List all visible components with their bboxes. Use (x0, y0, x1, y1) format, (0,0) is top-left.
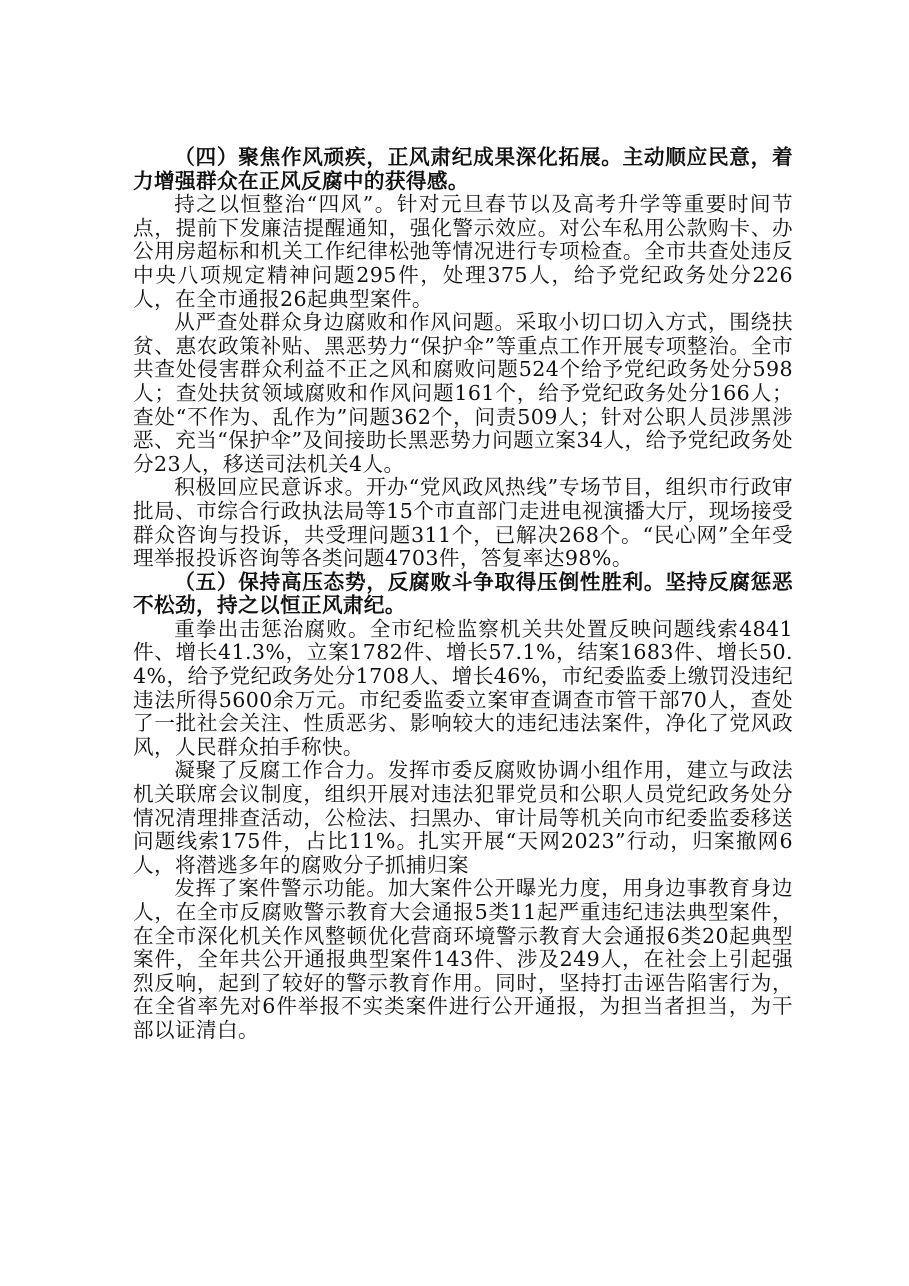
section-heading-five: （五）保持高压态势，反腐败斗争取得压倒性胜利。坚持反腐惩恶不松劲，持之以恒正风肃纪。 (133, 569, 793, 618)
document-page (133, 146, 793, 1043)
paragraph-case-warning: 发挥了案件警示功能。加大案件公开曝光力度，用身边事教育身边人，在全市反腐败警示教育大会通报5类11起严重违纪违法典型案件，在全市深化机关作风整顿优化营商环境警示教育大会通报6类20起典型案件，全年共公开通报典型案件143件、涉及249人，在社会上引起强烈反响，起到了较好的警示教育作用。同时，坚持打击诬告陷害行为，在全省率先对6件举报不实类案件进行公开通报，为担当者担当，为干部以证清白。 (133, 876, 793, 1042)
paragraph-joint-force: 凝聚了反腐工作合力。发挥市委反腐败协调小组作用，建立与政法机关联席会议制度，组织开展对违法犯罪党员和公职人员党纪政务处分情况清理排查活动，公检法、扫黑办、审计局等机关向市纪委监委移送问题线索175件，占比11%。扎实开展“天网2023”行动，归案撤网6人，将潜逃多年的腐败分子抓捕归案 (133, 758, 793, 877)
paragraph-grassroots-corruption: 从严查处群众身边腐败和作风问题。采取小切口切入方式，围绕扶贫、惠农政策补贴、黑恶势力“保护伞”等重点工作开展专项整治。全市共查处侵害群众利益不正之风和腐败问题524个给予党纪政务处分598人；查处扶贫领域腐败和作风问题161个，给予党纪政务处分166人；查处“不作为、乱作为”问题362个，问责509人；针对公职人员涉黑涉恶、充当“保护伞”及间接助长黑恶势力问题立案34人，给予党纪政务处分23人，移送司法机关4人。 (133, 310, 793, 476)
paragraph-four-winds: 持之以恒整治“四风”。针对元旦春节以及高考升学等重要时间节点，提前下发廉洁提醒通知，强化警示效应。对公车私用公款购卡、办公用房超标和机关工作纪律松弛等情况进行专项检查。全市共查处违反中央八项规定精神问题295件，处理375人，给予党纪政务处分226人，在全市通报26起典型案件。 (133, 192, 793, 311)
paragraph-punish-corruption: 重拳出击惩治腐败。全市纪检监察机关共处置反映问题线索4841件、增长41.3%，立案1782件、增长57.1%，结案1683件、增长50.4%，给予党纪政务处分1708人、增长46%，市纪委监委上缴罚没违纪违法所得5600余万元。市纪委监委立案审查调查市管干部70人，查处了一批社会关注、性质恶劣、影响较大的违纪违法案件，净化了党风政风，人民群众拍手称快。 (133, 616, 793, 759)
paragraph-public-appeals: 积极回应民意诉求。开办“党风政风热线”专场节目，组织市行政审批局、市综合行政执法局等15个市直部门走进电视演播大厅，现场接受群众咨询与投诉，共受理问题311个，已解决268个。“民心网”全年受理举报投诉咨询等各类问题4703件，答复率达98%。 (133, 475, 793, 571)
section-heading-four: （四）聚焦作风顽疾，正风肃纪成果深化拓展。主动顺应民意，着力增强群众在正风反腐中的获得感。 (133, 145, 793, 193)
